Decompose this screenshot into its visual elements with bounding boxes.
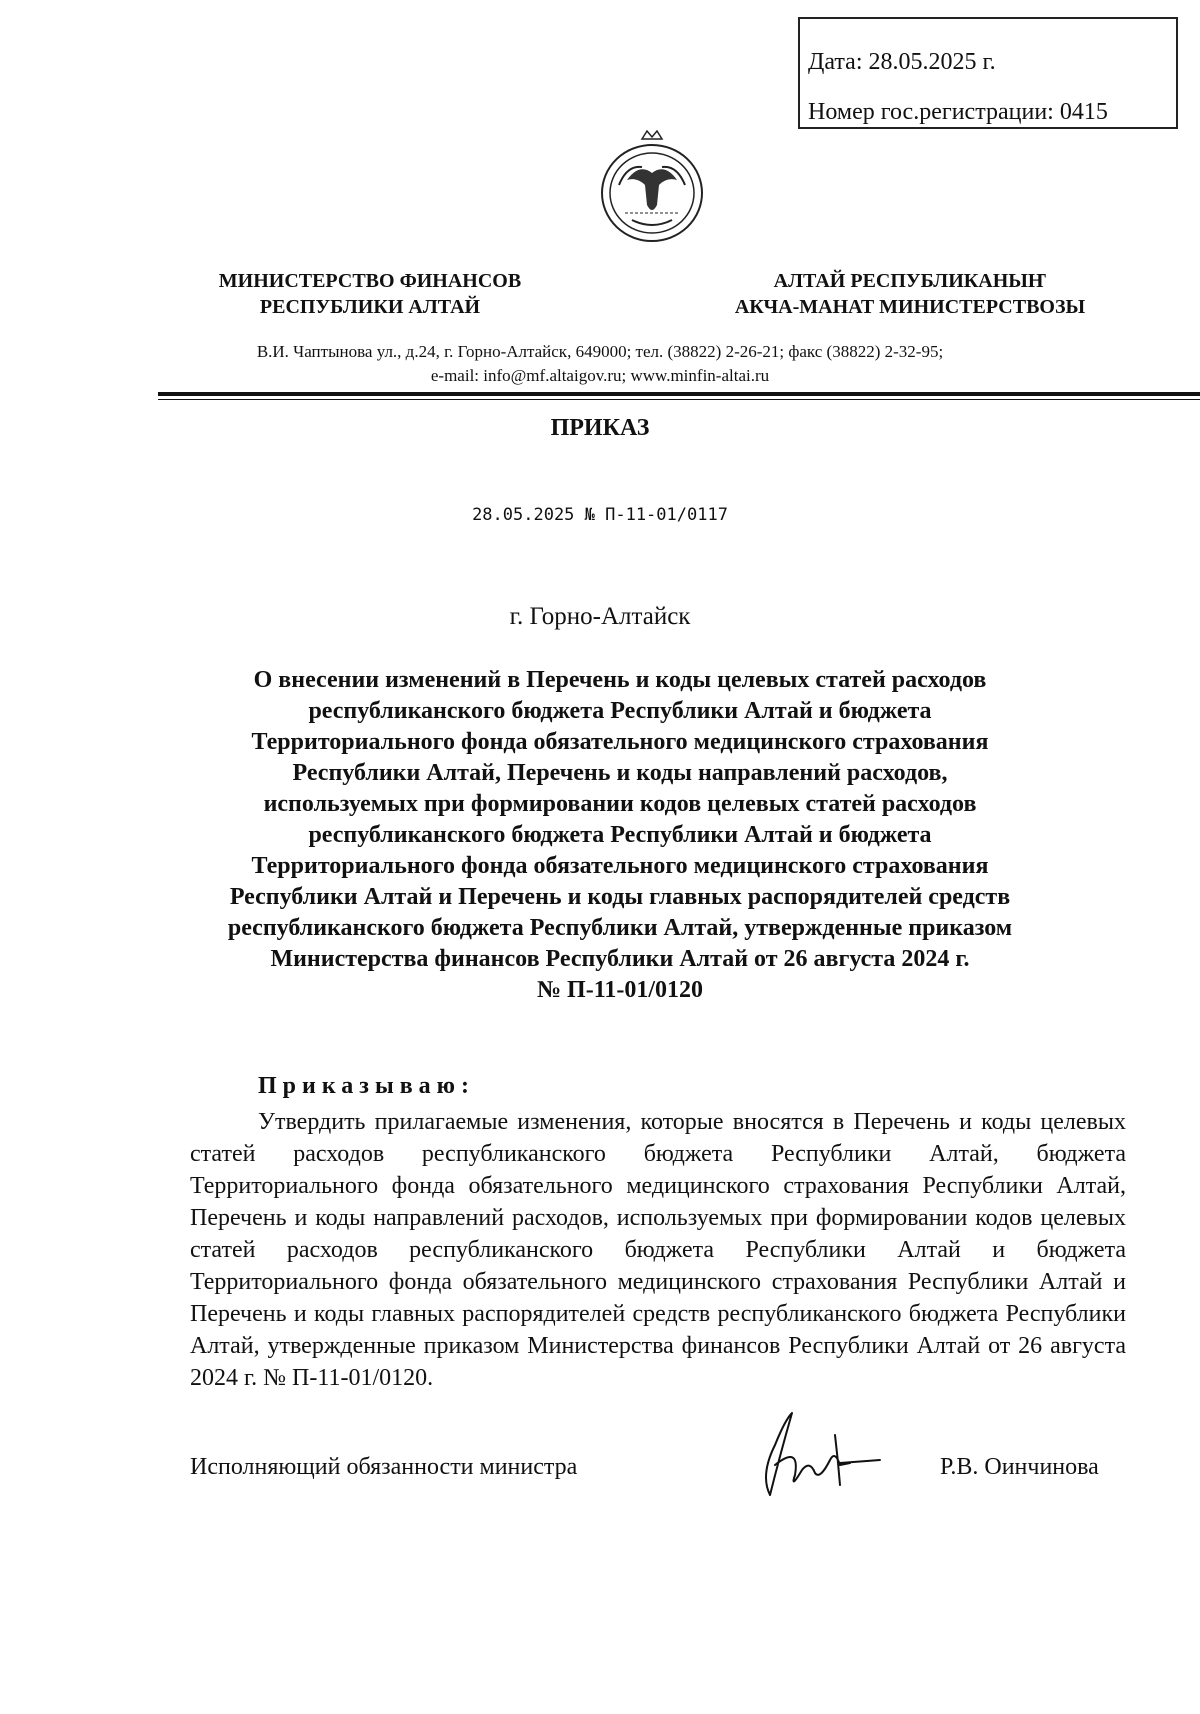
registration-number-label: Номер гос.регистрации: <box>808 99 1054 125</box>
address-line: В.И. Чаптынова ул., д.24, г. Горно-Алтайск, 649000; тел. (38822) 2-26-21; факс (38822) 2-32-95; <box>256 342 944 361</box>
registration-number-value: 0415 <box>1059 99 1108 125</box>
document-date-number: 28.05.2025 № П-11-01/0117 <box>472 505 728 525</box>
ministry-ru-line: МИНИСТЕРСТВО ФИНАНСОВ <box>218 270 522 292</box>
registration-number <box>808 87 1176 137</box>
registration-date-label: Дата: <box>808 49 863 75</box>
title-line: О внесении изменений в Перечень и коды целевых статей расходов <box>253 667 987 693</box>
document-type: ПРИКАЗ <box>550 415 650 441</box>
order-body: Утвердить прилагаемые изменения, которые вносятся в Перечень и коды целевых статей расходов республиканского бюджета Республики Алтай, бюджета Территориального фонда обязательного медицинского страхования Республики Алтай, Перечень и коды направлений расходов, используемых при формировании кодов целевых статей расходов республиканского бюджета Республики Алтай и бюджета Территориального фонда обязательного медицинского страхования Республики Алтай и Перечень и коды главных распорядителей средств республиканского бюджета Республики Алтай, утвержденные приказом Министерства финансов Республики Алтай от 26 августа 2024 г. № П-11-01/0120. <box>190 1109 1126 1391</box>
ministry-name-russian <box>190 268 550 320</box>
ministry-name-altai <box>700 268 1120 320</box>
coat-of-arms-altai-icon <box>597 125 707 245</box>
ministry-address <box>160 340 1040 388</box>
title-line: Министерства финансов Республики Алтай от 26 августа 2024 г. <box>270 946 970 972</box>
title-line: Территориального фонда обязательного медицинского страхования <box>251 853 989 879</box>
order-heading: Приказываю: <box>258 1073 475 1099</box>
title-line: республиканского бюджета Республики Алтай и бюджета <box>308 822 932 848</box>
contact-line: e-mail: info@mf.altaigov.ru; www.minfin-altai.ru <box>430 366 770 385</box>
document-city: г. Горно-Алтайск <box>509 603 691 630</box>
title-line: № П-11-01/0120 <box>536 977 704 1003</box>
ministry-alt-line: АКЧА-МАНАТ МИНИСТЕРСТВОЗЫ <box>734 296 1086 318</box>
title-line: республиканского бюджета Республики Алтай, утвержденные приказом <box>227 915 1013 941</box>
ministry-alt-line: АЛТАЙ РЕСПУБЛИКАНЫҤ <box>773 270 1047 292</box>
signer-position: Исполняющий обязанности министра <box>190 1454 578 1480</box>
signer-name: Р.В. Оинчинова <box>940 1454 1099 1480</box>
document-title <box>185 665 1055 1006</box>
title-line: республиканского бюджета Республики Алтай и бюджета <box>308 698 932 724</box>
header-divider <box>158 392 1200 396</box>
handwritten-signature <box>740 1405 900 1505</box>
registration-date <box>808 37 1176 87</box>
header-divider-thin <box>158 399 1200 400</box>
ministry-ru-line: РЕСПУБЛИКИ АЛТАЙ <box>259 296 481 318</box>
title-line: Республики Алтай и Перечень и коды главных распорядителей средств <box>229 884 1011 910</box>
title-line: Республики Алтай, Перечень и коды направлений расходов, <box>292 760 948 786</box>
title-line: используемых при формировании кодов целевых статей расходов <box>263 791 977 817</box>
registration-date-value: 28.05.2025 г. <box>868 49 996 75</box>
title-line: Территориального фонда обязательного медицинского страхования <box>251 729 989 755</box>
registration-stamp <box>798 17 1178 129</box>
